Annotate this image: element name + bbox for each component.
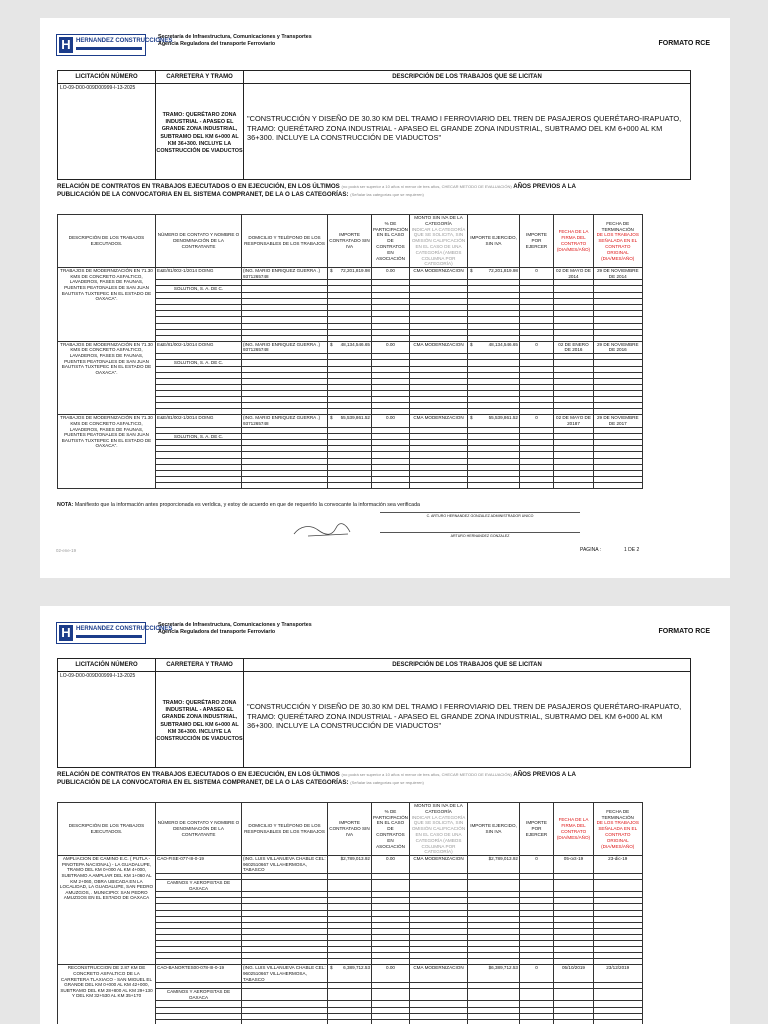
col-participacion: % DE PARTICIPACIÓN EN EL CASO DE CONTRATOS EN ASOCIACIÓN — [372, 215, 410, 268]
cell-contratante: SOLUTION, S. A. DE C. — [156, 433, 242, 440]
col-importe-ejercido: IMPORTE EJERCIDO, SIN IVA — [468, 215, 520, 268]
currency-sign: $ — [470, 268, 473, 274]
cell-por-ejercer: 0 — [520, 415, 554, 427]
amount-value: 72,201,819.98 — [340, 268, 370, 274]
company-logo: H HERNANDEZ CONSTRUCCIONES — [56, 34, 146, 56]
cell-contrato: CAO-FISE-077-III-0-19 — [156, 856, 242, 874]
currency-sign: $ — [470, 341, 473, 347]
cell-descripcion: TRABAJOS DE MODERNIZACIÓN EN 71.30 KMS DE CONCRETO ASFALTICO, LAVADEROS, PASES DE FAUNAS, PUENTES PEATONALES DE SAN JUAN BAUTISTA TUXTEPEC EN EL ESTADO DE OAXACA". — [58, 268, 156, 342]
cell-contrato: E&E/81/002-1/2014 DOING — [156, 415, 242, 427]
cell-contrato: E&E/81/002-1/2014 DOING — [156, 268, 242, 280]
cell-importe — [328, 856, 372, 874]
col-licitacion: LICITACIÓN NÚMERO — [58, 71, 156, 84]
cell-importe — [328, 965, 372, 983]
col-fecha-firma: FECHA DE LA FIRMA DEL CONTRATO (DIA/MES/AÑO) — [554, 215, 594, 268]
cell-fecha-firma: 05-oct-19 — [554, 856, 594, 874]
monto-note: INDICAR LA CATEGORÍA QUE SE SOLICITA, SIN OMISIÓN CALIFICACIÓN EN EL CASO DE UNA CATEGORÍA (AMBOS COLUMNA POR CATEGORÍA) — [411, 814, 466, 855]
cell-fecha-termino: 29 DE NOVIEMBRE DE 2016 — [594, 341, 643, 353]
cell-categoria: CMA MODERNIZACION — [410, 415, 468, 427]
term-note: DE LOS TRABAJOS SEÑALADA EN EL CONTRATO ORIGINAL (DIA/MES/AÑO) — [596, 232, 639, 261]
nota: NOTA: Manifiesto que la información antes proporcionada es verídica, y estoy de acuerdo en que de requerirlo la convocante la información sea verificada — [57, 502, 420, 508]
signature-cargo: C. ARTURO HERNANDEZ GONZALEZ ADMINISTRADOR UNICO — [380, 512, 580, 518]
licitacion-number: LO-09-D00-009D00999-I-13-2025 — [58, 84, 156, 180]
currency-sign: $ — [330, 268, 333, 274]
cell-domicilio: (ING. MARIO ENRIQUEZ GUERRA .) 9371265748 — [242, 341, 328, 353]
licitacion-number: LO-09-D00-009D00999-I-13-2025 — [58, 672, 156, 768]
cell-descripcion: TRABAJOS DE MODERNIZACIÓN EN 71.30 KMS DE CONCRETO ASFALTICO, LAVADEROS, PASES DE FAUNAS, PUENTES PEATONALES DE SAN JUAN BAUTISTA TUXTEPEC EN EL ESTADO DE OAXACA". — [58, 415, 156, 489]
cell-importe — [328, 415, 372, 427]
org-line-1: Secretaría de Infraestructura, Comunicaciones y Transportes — [158, 34, 312, 40]
form-code: FORMATO RCE — [658, 40, 710, 47]
licitacion-table — [57, 658, 691, 768]
signature-name: ARTURO HERNANDEZ GONZALEZ — [380, 532, 580, 538]
cell-categoria: CMA MODERNIZACION — [410, 341, 468, 353]
cell-contrato: CAO-BANORTES00-078-III-0-19 — [156, 965, 242, 983]
cell-fecha-termino: 29 DE NOVIEMBRE DE 2014 — [594, 268, 643, 280]
page-header — [56, 622, 716, 654]
currency-sign: $ — [330, 415, 333, 421]
cell-por-ejercer: 0 — [520, 268, 554, 280]
licitacion-table — [57, 70, 691, 180]
org-line-2: Agencia Reguladora del transporte Ferroviario — [158, 41, 276, 47]
cell-participacion: 0.00 — [372, 268, 410, 280]
col-descripcion: DESCRIPCIÓN DE LOS TRABAJOS QUE SE LICITAN — [244, 659, 691, 672]
col-por-ejercer: IMPORTE POR EJERCER — [520, 215, 554, 268]
col-monto-categoria — [410, 215, 468, 268]
page-label: PAGINA : — [580, 547, 602, 553]
amount-value: 55,539,861.52 — [488, 415, 518, 421]
amount-value: 48,134,546.65 — [488, 341, 518, 347]
col-numero-contrato: NÚMERO DE CONTATO Y NOMBRE O DENOMINACIÓN DE LA CONTRATANTE — [156, 215, 242, 268]
document-page-2 — [40, 606, 730, 1024]
monto-note: INDICAR LA CATEGORÍA QUE SE SOLICITA, SIN OMISIÓN CALIFICACIÓN EN EL CASO DE UNA CATEGORÍA (AMBOS COLUMNA POR CATEGORÍA) — [411, 226, 466, 267]
cell-domicilio: (ING. LUIS VILLANUEVA CHABLE CEL: 9602510667 VILLAHERMOSA, TABASCO — [243, 965, 326, 982]
currency-sign: $ — [330, 341, 333, 347]
page-header — [56, 34, 716, 66]
cell-categoria: CMA MODERNIZACION — [410, 268, 468, 280]
table-row — [58, 415, 691, 427]
cell-participacion: 0.00 — [372, 341, 410, 353]
cell-descripcion: RECONSTRUCCION DE 2.87 KM DE CONCRETO ASFALTICO DE LA CARRETERA TLAXIACO - SAN MIGUEL EL GRANDE DEL KM 0+000 AL KM 42+000, SUBTRAMO DEL KM 28+800 AL KM 29+130 Y DEL KM 32+530 AL KM 35+170 — [58, 965, 156, 1024]
col-fecha-terminacion — [594, 215, 643, 268]
table-row — [58, 965, 691, 983]
cell-fecha-termino: 23-dic-19 — [594, 856, 643, 874]
col-licitacion: LICITACIÓN NÚMERO — [58, 659, 156, 672]
cell-importe — [328, 268, 372, 280]
cell-fecha-firma: 02 DE MAYO DE 20187 — [554, 415, 594, 427]
col-fecha-firma: FECHA DE LA FIRMA DEL CONTRATO (DIA/MES/AÑO) — [554, 803, 594, 856]
cell-domicilio: (ING. MARIO ENRIQUEZ GUERRA .) 9371265748 — [242, 268, 328, 280]
monto-label: MONTO SIN IVA DE LA CATEGORÍA — [414, 215, 463, 226]
org-line-1: Secretaría de Infraestructura, Comunicaciones y Transportes — [158, 622, 312, 628]
col-domicilio: DOMICILIO Y TELÉFONO DE LOS RESPONSABLES DE LOS TRABAJOS — [242, 215, 328, 268]
signature — [288, 518, 358, 542]
form-code: FORMATO RCE — [658, 628, 710, 635]
cell-importe — [328, 341, 372, 353]
cell-por-ejercer: 0 — [520, 341, 554, 353]
cell-domicilio: (ING. LUIS VILLANUEVA CHABLE CEL: 9602510667 VILLAHERMOSA, TABASCO — [243, 856, 326, 873]
cell-contratante: CAMINOS Y AEROPISTAS DE OAXACA — [156, 880, 242, 892]
table-row — [58, 856, 691, 874]
amount-value: $2,789,013.92 — [488, 856, 518, 862]
cell-domicilio: (ING. MARIO ENRIQUEZ GUERRA .) 9371265748 — [242, 415, 328, 427]
amount-value: $2,789,013.92 — [340, 856, 370, 862]
contracts-table — [57, 802, 691, 1024]
term-note: DE LOS TRABAJOS SEÑALADA EN EL CONTRATO ORIGINAL (DIA/MES/AÑO) — [596, 820, 639, 849]
amount-value: 6,389,712.53 — [343, 965, 370, 971]
cell-descripcion: AMPLIACION DE CAMINO E.C. ( PUTLA - PINOTEPA NACIONAL) - LA GUADALUPE, TRAMO DEL KM 0+000 AL KM 4+000, SUBTRAMO A AMPLIAR DEL KM 1+060 AL KM 2+060, OBRA UBICADA EN LA LOCALIDAD, LA GUADALUPE, SAN PEDRO AMUZGOS, . MUNICIPIO: SAN PEDRO AMUZGOS EN EL ESTADO DE OAXACA — [58, 856, 156, 965]
amount-value: $6,389,712.53 — [488, 965, 518, 971]
cell-fecha-firma: 02 DE ENERO DE 2016 — [554, 341, 594, 353]
col-participacion: % DE PARTICIPACIÓN EN EL CASO DE CONTRATOS EN ASOCIACIÓN — [372, 803, 410, 856]
cell-ejercido — [468, 856, 520, 874]
cell-fecha-firma: 02 DE MAYO DE 2014 — [554, 268, 594, 280]
contracts-table — [57, 214, 691, 489]
currency-sign: $ — [330, 965, 333, 971]
cell-descripcion: TRABAJOS DE MODERNIZACIÓN EN 71.30 KMS DE CONCRETO ASFALTICO, LAVADEROS, PASES DE FAUNAS, PUENTES PEATONALES DE SAN JUAN BAUTISTA TUXTEPEC EN EL ESTADO DE OAXACA". — [58, 341, 156, 415]
organization — [158, 622, 312, 636]
col-domicilio: DOMICILIO Y TELÉFONO DE LOS RESPONSABLES DE LOS TRABAJOS — [242, 803, 328, 856]
cell-por-ejercer: 0 — [520, 856, 554, 874]
page-number: 1 DE 2 — [624, 547, 640, 553]
col-descripcion: DESCRIPCIÓN DE LOS TRABAJOS EJECUTADOS. — [58, 803, 156, 856]
cell-participacion: 0.00 — [372, 965, 410, 983]
work-description: "CONSTRUCCIÓN Y DISEÑO DE 30.30 KM DEL TRAMO I FERROVIARIO DEL TREN DE PASAJEROS QUERÉTARO-IRAPUATO, TRAMO: QUERÉTARO ZONA INDUSTRIAL - APASEO EL GRANDE ZONA INDUSTRIAL, SUBTRAMO DEL KM 6+000 AL KM 36+300. INCLUYE LA CONSTRUCCIÓN DE VIADUCTOS" — [244, 672, 691, 768]
work-description: "CONSTRUCCIÓN Y DISEÑO DE 30.30 KM DEL TRAMO I FERROVIARIO DEL TREN DE PASAJEROS QUERÉTARO-IRAPUATO, TRAMO: QUERÉTARO ZONA INDUSTRIAL - APASEO EL GRANDE ZONA INDUSTRIAL, SUBTRAMO DEL KM 6+000 AL KM 36+300. INCLUYE LA CONSTRUCCIÓN DE VIADUCTOS" — [244, 84, 691, 180]
col-descripcion: DESCRIPCIÓN DE LOS TRABAJOS QUE SE LICITAN — [244, 71, 691, 84]
company-logo: H HERNANDEZ CONSTRUCCIONES — [56, 622, 146, 644]
col-fecha-terminacion — [594, 803, 643, 856]
col-importe-ejercido: IMPORTE EJERCIDO, SIN IVA — [468, 803, 520, 856]
cell-contratante: CAMINOS Y AEROPISTAS DE OAXACA — [156, 989, 242, 1001]
col-numero-contrato: NÚMERO DE CONTATO Y NOMBRE O DENOMINACIÓN DE LA CONTRATANTE — [156, 803, 242, 856]
organization — [158, 34, 312, 48]
amount-value: 48,134,546.65 — [340, 341, 370, 347]
amount-value: 55,539,861.52 — [340, 415, 370, 421]
cell-fecha-termino: 23/12/2019 — [594, 965, 643, 983]
col-descripcion: DESCRIPCIÓN DE LOS TRABAJOS EJECUTADOS. — [58, 215, 156, 268]
col-carretera: CARRETERA Y TRAMO — [156, 659, 244, 672]
currency-sign: $ — [470, 415, 473, 421]
cell-categoria: CMA MODERNIZACION — [410, 856, 468, 874]
cell-ejercido — [468, 341, 520, 353]
cell-categoria: CMA MODERNIZACION — [410, 965, 468, 983]
table-row — [58, 268, 691, 280]
relacion-heading: RELACIÓN DE CONTRATOS EN TRABAJOS EJECUTADOS O EN EJECUCIÓN, EN LOS ÚLTIMOS (no podrá ser superior a 10 años ni menor de tres años, CHECAR METODO DE EVALUACIÓN) AÑOS PREVIOS A LA PUBLICACIÓN DE LA CONVOCATORIA EN EL SISTEMA COMPRANET, DE LA O LAS CATEGORÍAS: (Señalar las categorías que se requieren) — [57, 771, 576, 786]
term-label: FECHA DE TERMINACIÓN — [601, 220, 634, 232]
monto-label: MONTO SIN IVA DE LA CATEGORÍA — [414, 803, 463, 814]
footer-date: 02-ene-19 — [56, 548, 77, 553]
amount-value: 72,201,819.98 — [488, 268, 518, 274]
cell-participacion: 0.00 — [372, 856, 410, 874]
cell-ejercido — [468, 268, 520, 280]
col-carretera: CARRETERA Y TRAMO — [156, 71, 244, 84]
cell-fecha-termino: 29 DE NOVIEMBRE DE 2017 — [594, 415, 643, 427]
cell-contratante: SOLUTION, S. A. DE C. — [156, 360, 242, 367]
table-row — [58, 341, 691, 353]
cell-contratante: SOLUTION, S. A. DE C. — [156, 286, 242, 293]
document-page-1 — [40, 18, 730, 578]
tramo: TRAMO: QUERÉTARO ZONA INDUSTRIAL - APASEO EL GRANDE ZONA INDUSTRIAL, SUBTRAMO DEL KM 6+000 AL KM 36+300. INCLUYE LA CONSTRUCCIÓN DE VIADUCTOS — [156, 84, 244, 180]
cell-participacion: 0.00 — [372, 415, 410, 427]
col-por-ejercer: IMPORTE POR EJERCER — [520, 803, 554, 856]
term-label: FECHA DE TERMINACIÓN — [601, 808, 634, 820]
cell-por-ejercer: 0 — [520, 965, 554, 983]
tramo: TRAMO: QUERÉTARO ZONA INDUSTRIAL - APASEO EL GRANDE ZONA INDUSTRIAL, SUBTRAMO DEL KM 6+000 AL KM 36+300. INCLUYE LA CONSTRUCCIÓN DE VIADUCTOS — [156, 672, 244, 768]
col-importe: IMPORTE CONTRATADO SIN IVA — [328, 215, 372, 268]
cell-fecha-firma: 05/10/2019 — [554, 965, 594, 983]
cell-contrato: E&E/81/002-1/2014 DOING — [156, 341, 242, 353]
col-monto-categoria — [410, 803, 468, 856]
cell-ejercido — [468, 415, 520, 427]
cell-ejercido — [468, 965, 520, 983]
org-line-2: Agencia Reguladora del transporte Ferroviario — [158, 629, 276, 635]
relacion-heading: RELACIÓN DE CONTRATOS EN TRABAJOS EJECUTADOS O EN EJECUCIÓN, EN LOS ÚLTIMOS (no podrá ser superior a 10 años ni menor de tres años, CHECAR METODO DE EVALUACIÓN) AÑOS PREVIOS A LA PUBLICACIÓN DE LA CONVOCATORIA EN EL SISTEMA COMPRANET, DE LA O LAS CATEGORÍAS: (Señalar las categorías que se requieren) — [57, 183, 576, 198]
col-importe: IMPORTE CONTRATADO SIN IVA — [328, 803, 372, 856]
